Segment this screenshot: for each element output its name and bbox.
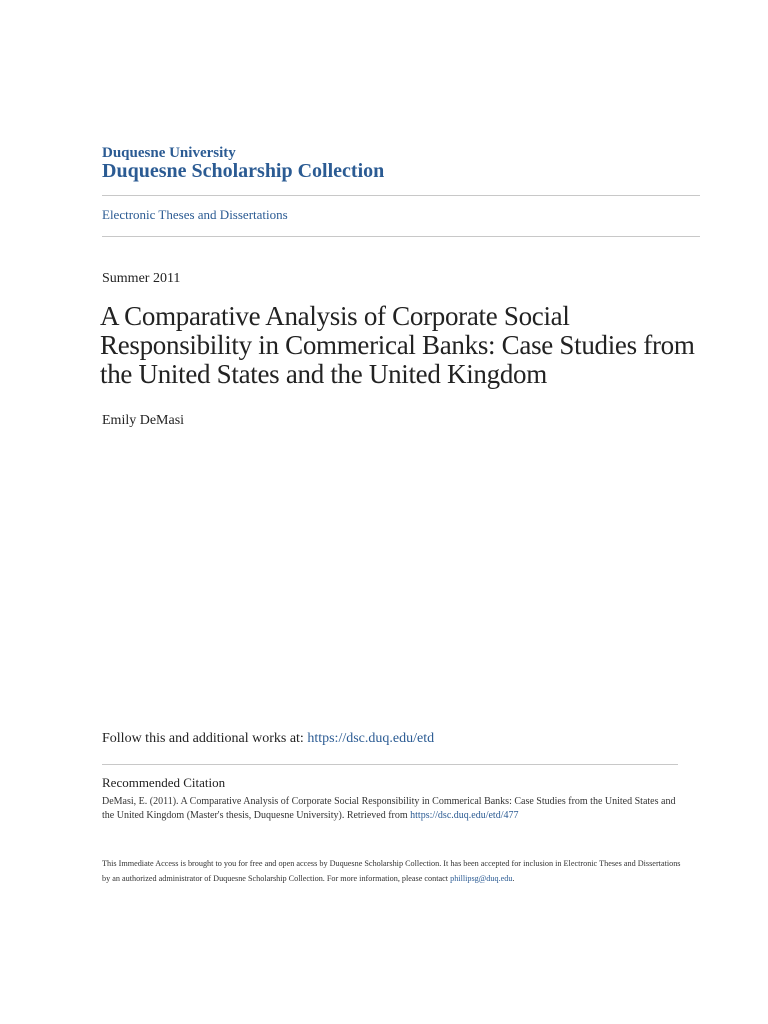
- access-notice: [102, 856, 682, 886]
- series-link[interactable]: Electronic Theses and Dissertations: [102, 207, 288, 222]
- follow-label: Follow this and additional works at:: [102, 731, 304, 746]
- follow-link[interactable]: https://dsc.duq.edu/etd: [307, 731, 435, 746]
- follow-line: [102, 731, 434, 747]
- citation-text: DeMasi, E. (2011). A Comparative Analysis of Corporate Social Responsibility in Commerical Banks: Case Studies from the United States and the United Kingdom (Master's thesis, Duquesne University). Retrieved from: [102, 796, 676, 821]
- contact-email-link[interactable]: phillipsg@duq.edu: [450, 874, 513, 883]
- collection-name[interactable]: Duquesne Scholarship Collection: [102, 160, 385, 182]
- notice-text: This Immediate Access is brought to you for free and open access by Duquesne Scholarship Collection. It has been accepted for inclusion in Electronic Theses and Dissertations by an authorized administrator of Duquesne Scholarship Collection. For more information, please contact: [102, 859, 681, 883]
- divider-series: [102, 236, 700, 237]
- author-name: Emily DeMasi: [102, 413, 185, 428]
- university-name[interactable]: Duquesne University: [102, 145, 236, 161]
- divider-top: [102, 195, 700, 196]
- citation-link[interactable]: https://dsc.duq.edu/etd/477: [410, 810, 519, 821]
- publication-date: Summer 2011: [102, 271, 181, 286]
- citation-heading: Recommended Citation: [102, 775, 226, 790]
- citation-block: [102, 795, 682, 823]
- divider-citation: [102, 764, 678, 765]
- notice-trailing: .: [512, 874, 515, 883]
- document-title: A Comparative Analysis of Corporate Social Responsibility in Commerical Banks: Case Studies from the United States and the United Kingdom: [100, 301, 695, 389]
